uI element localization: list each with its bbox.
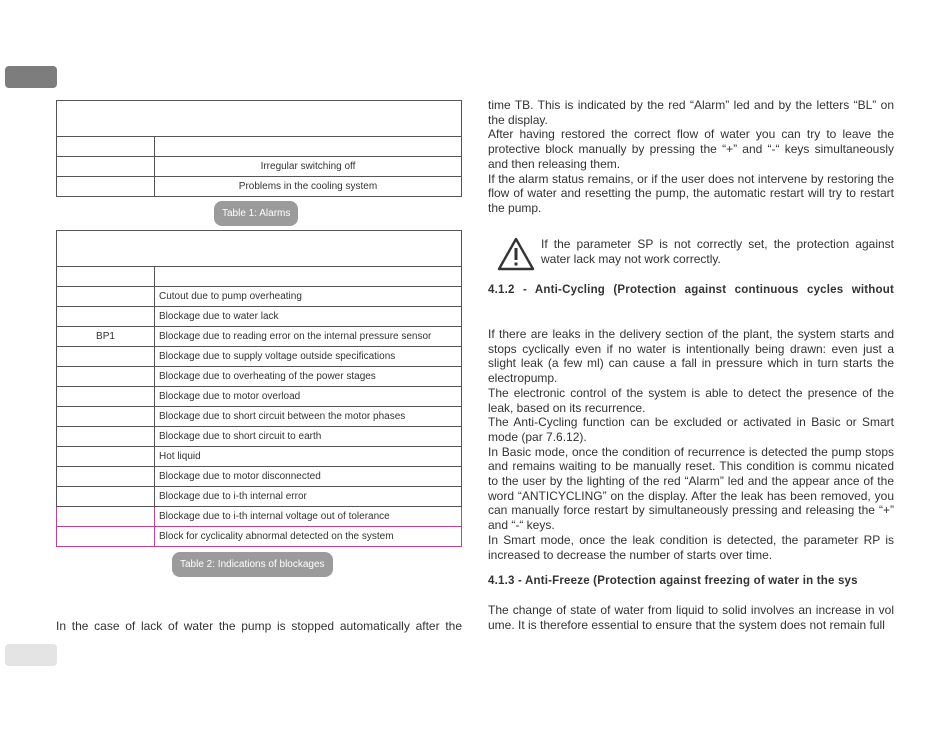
table-cell-desc	[155, 137, 462, 157]
table-cell-code	[57, 447, 155, 467]
table-header	[57, 101, 462, 137]
table-cell-code: BP1	[57, 327, 155, 347]
table-cell-code	[57, 177, 155, 197]
paragraph: The change of state of water from liquid to solid involves an increase in vol ume. It is therefore essential to ensure that the system does not remain full	[488, 603, 894, 632]
table-cell-desc: Blockage due to i-th internal voltage out of tolerance	[155, 507, 462, 527]
table-header	[57, 231, 462, 267]
right-column-top	[488, 98, 894, 216]
blockages-table	[56, 230, 462, 547]
paragraph: The electronic control of the system is able to detect the presence of the leak, based on its recurrence.	[488, 385, 894, 415]
paragraph: time TB. This is indicated by the red “Alarm” led and by the letters “BL” on the display.	[488, 98, 894, 127]
table-cell-desc: Blockage due to water lack	[155, 307, 462, 327]
warning-triangle-icon	[497, 237, 535, 271]
paragraph: If the alarm status remains, or if the user does not intervene by restoring the flow of water and resetting the pump, the automatic restart will try to restart the pump.	[488, 171, 894, 215]
left-bottom-paragraph: In the case of lack of water the pump is stopped automatically after the	[56, 619, 462, 633]
table-cell-desc: Blockage due to reading error on the internal pressure sensor	[155, 327, 462, 347]
table-cell-code	[57, 407, 155, 427]
table-cell-code	[57, 347, 155, 367]
paragraph: In Smart mode, once the leak condition is detected, the parameter RP is increased to decrease the number of starts over time.	[488, 532, 894, 562]
table-cell-desc: Blockage due to short circuit between the motor phases	[155, 407, 462, 427]
right-column-antifreeze	[488, 603, 894, 632]
table-cell-code	[57, 467, 155, 487]
table-cell-code	[57, 367, 155, 387]
right-column-anticycling	[488, 327, 894, 562]
paragraph: If there are leaks in the delivery section of the plant, the system starts and stops cyclically even if no water is intentionally being drawn: even just a slight leak (a few ml) can cause a fall in pressure which in turn starts the electropump.	[488, 327, 894, 386]
paragraph: In Basic mode, once the condition of recurrence is detected the pump stops and remains waiting to be manually reset. This condition is commu nicated to the user by the lighting of the red “Alarm” led and the appear ance of the word “ANTICYCLING” on the display. After the leak has been removed, you can manually force restart by simultaneously pressing and releasing the “+” and “-“ keys.	[488, 444, 894, 533]
table-cell-desc: Cutout due to pump overheating	[155, 287, 462, 307]
table-cell-code	[57, 487, 155, 507]
table-cell-desc: Blockage due to i-th internal error	[155, 487, 462, 507]
warning-note: If the parameter SP is not correctly set, the protection against water lack may not work correctly.	[541, 237, 894, 266]
table-cell-code	[57, 157, 155, 177]
table-cell-desc: Blockage due to motor disconnected	[155, 467, 462, 487]
table-cell-code	[57, 267, 155, 287]
table-cell-desc: Problems in the cooling system	[155, 177, 462, 197]
section-heading-4-1-2: 4.1.2 - Anti-Cycling (Protection against continuous cycles without	[488, 284, 894, 296]
table-cell-desc: Blockage due to motor overload	[155, 387, 462, 407]
table-cell-desc: Blockage due to overheating of the power stages	[155, 367, 462, 387]
table2-caption: Table 2: Indications of blockages	[172, 552, 333, 577]
table-cell-code	[57, 307, 155, 327]
table-cell-code	[57, 287, 155, 307]
table-cell-code	[57, 527, 155, 547]
table1-caption: Table 1: Alarms	[214, 201, 298, 226]
table-cell-desc: Irregular switching off	[155, 157, 462, 177]
table-cell-code	[57, 507, 155, 527]
page-number-marker	[5, 644, 57, 666]
table-cell-code	[57, 427, 155, 447]
section-heading-4-1-3: 4.1.3 - Anti-Freeze (Protection against freezing of water in the sys	[488, 575, 858, 587]
table-cell-desc: Blockage due to supply voltage outside specifications	[155, 347, 462, 367]
table-cell-desc	[155, 267, 462, 287]
paragraph: The Anti-Cycling function can be excluded or activated in Basic or Smart mode (par 7.6.12).	[488, 415, 894, 444]
table-cell-desc: Block for cyclicality abnormal detected on the system	[155, 527, 462, 547]
table-cell-desc: Blockage due to short circuit to earth	[155, 427, 462, 447]
table-cell-desc: Hot liquid	[155, 447, 462, 467]
alarms-table	[56, 100, 462, 197]
table-cell-code	[57, 387, 155, 407]
paragraph: After having restored the correct flow of water you can try to leave the protective block manually by pressing the “+” and “-“ keys simultaneously and then releasing them.	[488, 127, 894, 171]
table-cell-code	[57, 137, 155, 157]
page-tab-marker	[5, 66, 57, 88]
